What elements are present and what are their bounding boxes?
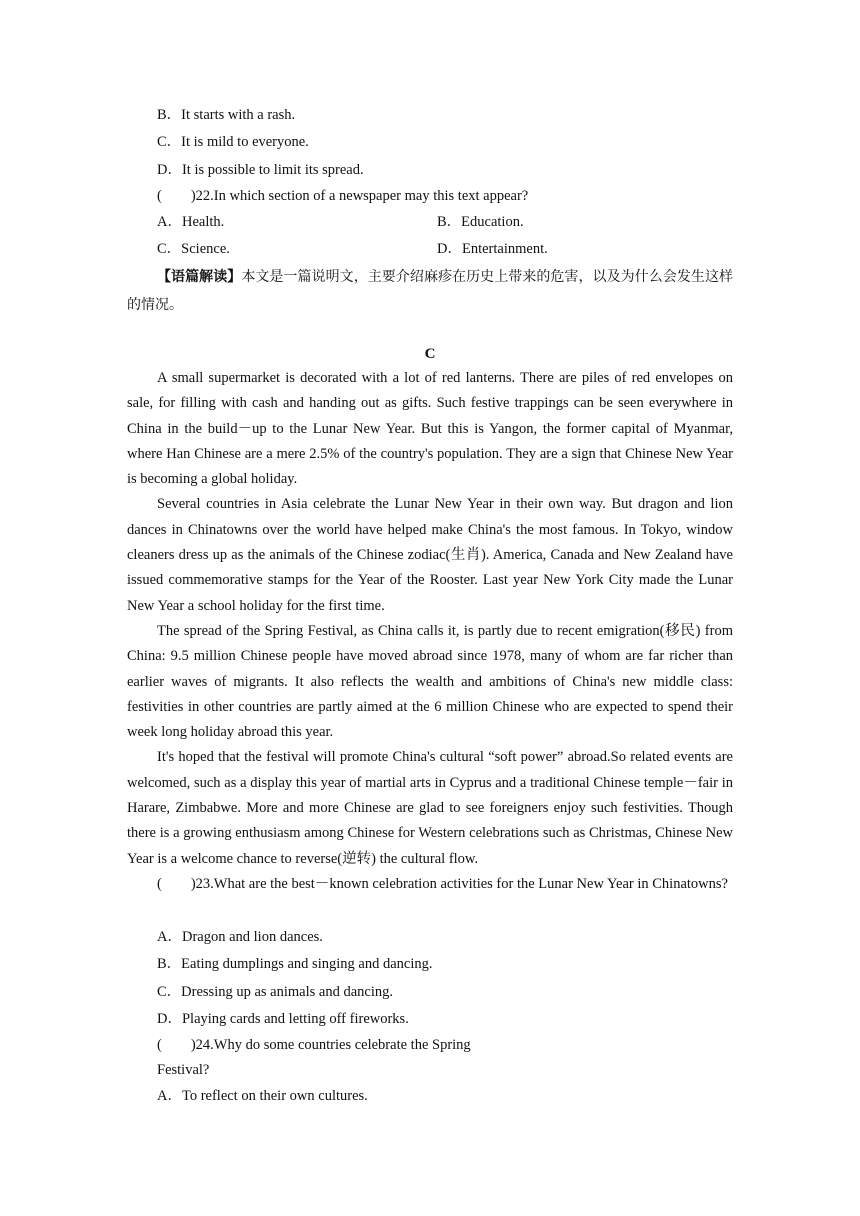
q21-option-b: B．It starts with a rash. [157,107,296,123]
passage-c [127,366,733,872]
q23-option-b: B．Eating dumplings and singing and dancing. [157,956,433,972]
q23-option-a: A．Dragon and lion dances. [157,929,323,945]
q24-stem-line1: ( )24.Why do some countries celebrate the Spring [157,1037,471,1053]
q23-stem-block [127,871,733,897]
section-title: C [424,346,436,362]
passage-paragraph-3: The spread of the Spring Festival, as China calls it, is partly due to recent emigration(移民) from China: 9.5 million Chinese people have moved abroad since 1978, many of whom are far richer than earlier waves of migrants. It also reflects the wealth and ambitions of China's new middle class: festivities in other countries are partly aimed at the 6 million Chinese who are expected to spend their week long holiday abroad this year. [127,622,733,741]
q22-option-c: C．Science. [157,241,230,257]
q21-option-c: C．It is mild to everyone. [157,134,309,150]
analysis-label: 【语篇解读】 [157,269,242,285]
passage-paragraph-4: It's hoped that the festival will promote China's cultural “soft power” abroad.So related events are welcomed, such as a display this year of martial arts in Cyprus and a traditional Chinese temple－fair in Harare, Zimbabwe. More and more Chinese are glad to see foreigners enjoy such festivities. Though there is a growing enthusiasm among Chinese for Western celebrations such as Christmas, Chinese New Year is a welcome chance to reverse(逆转) the cultural flow. [127,749,733,867]
q23-stem: ( )23.What are the best－known celebration activities for the Lunar New Year in Chinatowns? [157,876,728,892]
analysis-block [127,263,733,319]
q22-option-a: A．Health. [157,214,225,230]
q24-stem-line2: Festival? [157,1062,210,1078]
q22-option-d: D．Entertainment. [437,241,548,257]
q22-stem: ( )22.In which section of a newspaper may this text appear? [157,188,529,204]
q23-option-d: D．Playing cards and letting off fireworks. [157,1011,409,1027]
passage-paragraph-1: A small supermarket is decorated with a lot of red lanterns. There are piles of red envelopes on sale, for filling with cash and handing out as gifts. Such festive trappings can be seen everywhere in China in the build－up to the Lunar New Year. But this is Yangon, the former capital of Myanmar, where Han Chinese are a mere 2.5% of the country's population. They are a sign that Chinese New Year is becoming a global holiday. [127,370,733,488]
q21-option-d: D．It is possible to limit its spread. [157,162,364,178]
q22-option-b: B．Education. [437,214,524,230]
q23-option-c: C．Dressing up as animals and dancing. [157,984,393,1000]
q24-option-a: A．To reflect on their own cultures. [157,1088,368,1104]
passage-paragraph-2: Several countries in Asia celebrate the Lunar New Year in their own way. But dragon and lion dances in Chinatowns over the world have helped make China's the most famous. In Tokyo, window cleaners dress up as the animals of the Chinese zodiac(生肖). America, Canada and New Zealand have issued commemorative stamps for the Year of the Rooster. Last year New York City made the Lunar New Year a school holiday for the first time. [127,496,733,614]
analysis-text: 本文是一篇说明文，主要介绍麻疹在历史上带来的危害，以及为什么会发生这样的情况。 [127,269,734,313]
